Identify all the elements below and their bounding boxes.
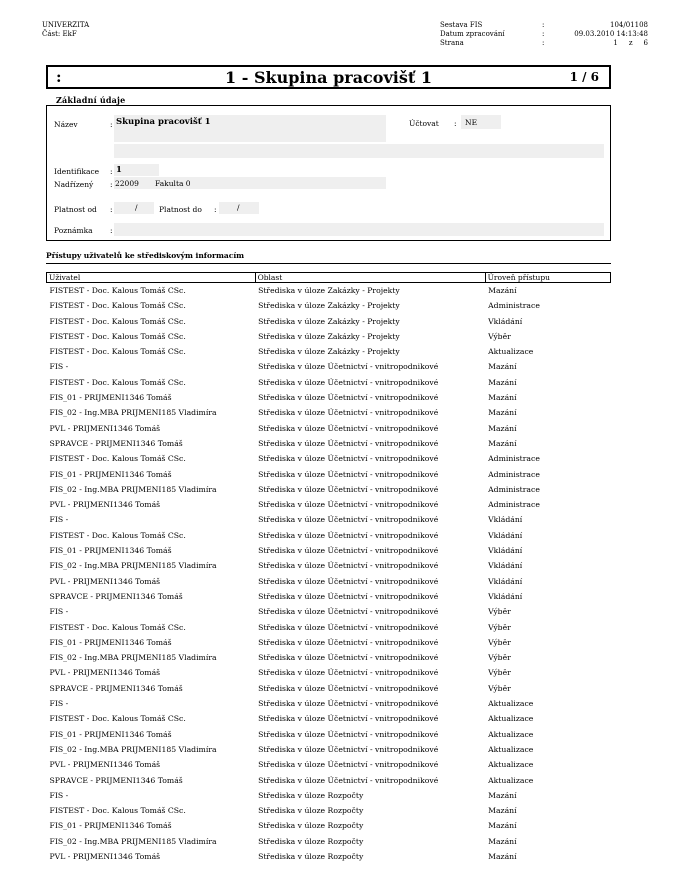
cell-area: Střediska v úloze Rozpočty (258, 806, 364, 816)
table-row (47, 681, 611, 696)
section-divider (46, 263, 611, 264)
cell-user: SPRAVCE - PRIJMENI1346 Tomáš (49, 775, 183, 785)
table-row (47, 757, 611, 772)
table-row (47, 314, 611, 329)
organization-part: Část: EkF (42, 30, 77, 38)
cell-user: FISTEST - Doc. Kalous Tomáš CSc. (49, 806, 186, 816)
table-row (47, 497, 611, 512)
cell-user: FISTEST - Doc. Kalous Tomáš CSc. (49, 530, 186, 540)
column-header-user: Uživatel (47, 273, 256, 283)
cell-access-level: Výběr (488, 668, 511, 678)
table-row (47, 482, 611, 497)
cell-access-level: Mazání (488, 423, 517, 433)
cell-user: PVL - PRIJMENI1346 Tomáš (49, 500, 161, 510)
note-label: Poznámka (54, 226, 93, 235)
superior-code: 22009 (115, 179, 139, 188)
table-row (47, 788, 611, 803)
cell-user: FIS_01 - PRIJMENI1346 Tomáš (49, 729, 172, 739)
table-row (47, 329, 611, 344)
cell-access-level: Mazání (488, 836, 517, 846)
identification-value: 1 (116, 165, 122, 175)
cell-user: SPRAVCE - PRIJMENI1346 Tomáš (49, 683, 183, 693)
table-row (47, 834, 611, 849)
cell-user: PVL - PRIJMENI1346 Tomáš (49, 423, 161, 433)
cell-area: Střediska v úloze Účetnictví - vnitropodnikové (258, 607, 439, 617)
cell-area: Střediska v úloze Zakázky - Projekty (258, 301, 400, 311)
cell-area: Střediska v úloze Účetnictví - vnitropodnikové (258, 484, 439, 494)
account-colon: : (454, 119, 457, 128)
table-row (47, 528, 611, 543)
table-row (47, 742, 611, 757)
superior-label: Nadřízený (54, 180, 94, 189)
cell-access-level: Výběr (488, 607, 511, 617)
name-field-extra (114, 144, 604, 158)
table-row (47, 727, 611, 742)
cell-access-level: Administrace (488, 454, 540, 464)
cell-user: SPRAVCE - PRIJMENI1346 Tomáš (49, 438, 183, 448)
cell-access-level: Administrace (488, 469, 540, 479)
cell-user: FISTEST - Doc. Kalous Tomáš CSc. (49, 622, 186, 632)
table-row (47, 711, 611, 726)
processing-date-value: 09.03.2010 14:13:48 (574, 30, 648, 38)
cell-user: FIS_01 - PRIJMENI1346 Tomáš (49, 637, 172, 647)
cell-user: FIS_02 - Ing.MBA PRIJMENI185 Vladimíra (49, 408, 217, 418)
cell-user: FISTEST - Doc. Kalous Tomáš CSc. (49, 714, 186, 724)
cell-access-level: Administrace (488, 484, 540, 494)
table-row (47, 803, 611, 818)
cell-user: FISTEST - Doc. Kalous Tomáš CSc. (49, 286, 186, 295)
cell-user: FISTEST - Doc. Kalous Tomáš CSc. (49, 331, 186, 341)
cell-area: Střediska v úloze Účetnictví - vnitropodnikové (258, 546, 439, 556)
note-field (114, 223, 604, 236)
column-header-access-level: Úroveň přístupu (485, 273, 610, 283)
report-header-left (42, 21, 89, 39)
cell-area: Střediska v úloze Účetnictví - vnitropodnikové (258, 454, 439, 464)
cell-area: Střediska v úloze Účetnictví - vnitropodnikové (258, 744, 439, 754)
cell-access-level: Aktualizace (488, 714, 534, 724)
page-row (440, 39, 648, 48)
report-header-right (440, 21, 648, 48)
account-value: NE (465, 118, 478, 127)
cell-access-level: Aktualizace (488, 775, 534, 785)
cell-area: Střediska v úloze Účetnictví - vnitropodnikové (258, 377, 439, 387)
cell-user: FIS_01 - PRIJMENI1346 Tomáš (49, 821, 172, 831)
identification-colon: : (110, 167, 113, 176)
cell-area: Střediska v úloze Účetnictví - vnitropodnikové (258, 362, 439, 372)
basic-info-title: Základní údaje (56, 95, 126, 105)
cell-user: FIS - (49, 515, 69, 525)
cell-access-level: Výběr (488, 622, 511, 632)
cell-access-level: Mazání (488, 438, 517, 448)
identification-label: Identifikace (54, 167, 100, 176)
cell-access-level: Mazání (488, 821, 517, 831)
title-lead: : (56, 68, 62, 86)
table-row (47, 818, 611, 833)
table-row (47, 421, 611, 436)
table-row (47, 773, 611, 788)
cell-user: FIS_02 - Ing.MBA PRIJMENI185 Vladimíra (49, 836, 217, 846)
table-row (47, 665, 611, 680)
cell-area: Střediska v úloze Účetnictví - vnitropodnikové (258, 561, 439, 571)
cell-access-level: Administrace (488, 301, 540, 311)
cell-user: FIS - (49, 790, 69, 800)
cell-access-level: Vkládání (488, 515, 523, 525)
table-row (47, 375, 611, 390)
cell-access-level: Aktualizace (488, 760, 534, 770)
table-row (47, 390, 611, 405)
table-row (47, 283, 611, 299)
cell-user: FISTEST - Doc. Kalous Tomáš CSc. (49, 454, 186, 464)
table-row (47, 512, 611, 527)
cell-user: FIS_02 - Ing.MBA PRIJMENI185 Vladimíra (49, 744, 217, 754)
cell-user: FIS_01 - PRIJMENI1346 Tomáš (49, 546, 172, 556)
cell-user: FISTEST - Doc. Kalous Tomáš CSc. (49, 377, 186, 387)
page-separator: z (628, 39, 633, 47)
cell-user: PVL - PRIJMENI1346 Tomáš (49, 760, 161, 770)
cell-access-level: Aktualizace (488, 729, 534, 739)
cell-area: Střediska v úloze Účetnictví - vnitropodnikové (258, 515, 439, 525)
cell-area: Střediska v úloze Zakázky - Projekty (258, 331, 400, 341)
valid-to-label: Platnost do (159, 205, 202, 214)
report-id-row (440, 21, 648, 30)
processing-date-row (440, 30, 648, 39)
cell-area: Střediska v úloze Rozpočty (258, 836, 364, 846)
cell-access-level: Vkládání (488, 591, 523, 601)
table-row (47, 558, 611, 573)
table-row (47, 298, 611, 313)
cell-area: Střediska v úloze Účetnictví - vnitropodnikové (258, 699, 439, 709)
table-row (47, 696, 611, 711)
cell-area: Střediska v úloze Zakázky - Projekty (258, 347, 400, 357)
cell-area: Střediska v úloze Účetnictví - vnitropodnikové (258, 408, 439, 418)
name-colon: : (110, 120, 113, 129)
cell-access-level: Výběr (488, 653, 511, 663)
cell-access-level: Výběr (488, 683, 511, 693)
note-colon: : (110, 226, 113, 235)
cell-area: Střediska v úloze Účetnictví - vnitropodnikové (258, 637, 439, 647)
cell-area: Střediska v úloze Účetnictví - vnitropodnikové (258, 576, 439, 586)
valid-from-field (114, 202, 154, 214)
cell-access-level: Mazání (488, 362, 517, 372)
basic-info-box (46, 105, 611, 241)
table-row (47, 589, 611, 604)
cell-access-level: Aktualizace (488, 347, 534, 357)
cell-user: PVL - PRIJMENI1346 Tomáš (49, 576, 161, 586)
cell-area: Střediska v úloze Účetnictví - vnitropodnikové (258, 683, 439, 693)
cell-access-level: Výběr (488, 637, 511, 647)
name-label: Název (54, 120, 78, 129)
table-row (47, 543, 611, 558)
cell-area: Střediska v úloze Účetnictví - vnitropodnikové (258, 530, 439, 540)
cell-area: Střediska v úloze Rozpočty (258, 790, 364, 800)
cell-access-level: Aktualizace (488, 744, 534, 754)
cell-access-level: Mazání (488, 806, 517, 816)
access-table (46, 272, 611, 864)
table-row (47, 635, 611, 650)
cell-area: Střediska v úloze Účetnictví - vnitropodnikové (258, 775, 439, 785)
cell-area: Střediska v úloze Účetnictví - vnitropodnikové (258, 438, 439, 448)
report-id-colon: : (542, 21, 545, 29)
page-label: Strana (440, 39, 464, 47)
table-row (47, 574, 611, 589)
cell-access-level: Administrace (488, 500, 540, 510)
cell-user: FISTEST - Doc. Kalous Tomáš CSc. (49, 316, 186, 326)
table-row (47, 436, 611, 451)
cell-access-level: Vkládání (488, 576, 523, 586)
cell-access-level: Vkládání (488, 561, 523, 571)
cell-user: FIS - (49, 699, 69, 709)
cell-user: FISTEST - Doc. Kalous Tomáš CSc. (49, 301, 186, 311)
table-row (47, 405, 611, 420)
cell-access-level: Vkládání (488, 530, 523, 540)
cell-access-level: Mazání (488, 408, 517, 418)
report-id-label: Sestava FIS (440, 21, 483, 29)
cell-area: Střediska v úloze Zakázky - Projekty (258, 286, 400, 295)
cell-area: Střediska v úloze Účetnictví - vnitropodnikové (258, 622, 439, 632)
cell-access-level: Mazání (488, 851, 517, 861)
cell-user: SPRAVCE - PRIJMENI1346 Tomáš (49, 591, 183, 601)
organization-name: UNIVERZITA (42, 21, 90, 29)
cell-access-level: Vkládání (488, 546, 523, 556)
cell-area: Střediska v úloze Účetnictví - vnitropodnikové (258, 760, 439, 770)
cell-user: FIS_01 - PRIJMENI1346 Tomáš (49, 393, 172, 403)
superior-colon: : (110, 180, 113, 189)
cell-area: Střediska v úloze Účetnictví - vnitropodnikové (258, 500, 439, 510)
cell-access-level: Výběr (488, 331, 511, 341)
account-label: Účtovat (409, 119, 439, 128)
cell-access-level: Mazání (488, 377, 517, 387)
table-row (47, 359, 611, 374)
valid-to-colon: : (214, 205, 217, 214)
table-row (47, 849, 611, 864)
cell-access-level: Mazání (488, 286, 517, 295)
superior-name: Fakulta 0 (155, 179, 191, 188)
cell-access-level: Vkládání (488, 316, 523, 326)
cell-area: Střediska v úloze Účetnictví - vnitropodnikové (258, 591, 439, 601)
cell-user: FIS_02 - Ing.MBA PRIJMENI185 Vladimíra (49, 484, 217, 494)
cell-user: FIS - (49, 362, 69, 372)
cell-user: PVL - PRIJMENI1346 Tomáš (49, 851, 161, 861)
cell-area: Střediska v úloze Rozpočty (258, 821, 364, 831)
cell-area: Střediska v úloze Účetnictví - vnitropodnikové (258, 714, 439, 724)
access-table-header (47, 273, 611, 283)
name-value: Skupina pracovišť 1 (116, 117, 211, 127)
processing-date-colon: : (542, 30, 545, 38)
cell-user: FISTEST - Doc. Kalous Tomáš CSc. (49, 347, 186, 357)
page-colon: : (542, 39, 545, 47)
cell-area: Střediska v úloze Účetnictví - vnitropodnikové (258, 469, 439, 479)
cell-area: Střediska v úloze Účetnictví - vnitropodnikové (258, 668, 439, 678)
report-id-value: 104/01108 (610, 21, 648, 29)
record-page-indicator: 1 / 6 (569, 70, 599, 84)
page-total: 6 (643, 39, 648, 47)
cell-user: PVL - PRIJMENI1346 Tomáš (49, 668, 161, 678)
cell-access-level: Mazání (488, 790, 517, 800)
record-title-bar (46, 65, 611, 89)
cell-area: Střediska v úloze Rozpočty (258, 851, 364, 861)
record-title: 1 - Skupina pracovišť 1 (225, 67, 432, 87)
cell-area: Střediska v úloze Účetnictví - vnitropodnikové (258, 423, 439, 433)
access-section-title: Přístupy uživatelů ke střediskovým informacím (46, 251, 245, 260)
cell-user: FIS_01 - PRIJMENI1346 Tomáš (49, 469, 172, 479)
table-row (47, 467, 611, 482)
table-row (47, 620, 611, 635)
cell-area: Střediska v úloze Zakázky - Projekty (258, 316, 400, 326)
table-row (47, 604, 611, 619)
page-current: 1 (613, 39, 618, 47)
cell-area: Střediska v úloze Účetnictví - vnitropodnikové (258, 653, 439, 663)
valid-from-colon: : (110, 205, 113, 214)
page-value (568, 39, 648, 48)
cell-user: FIS - (49, 607, 69, 617)
valid-from-value: / (135, 203, 138, 212)
valid-from-label: Platnost od (54, 205, 97, 214)
cell-user: FIS_02 - Ing.MBA PRIJMENI185 Vladimíra (49, 561, 217, 571)
column-header-area: Oblast (255, 273, 485, 283)
table-row (47, 451, 611, 466)
cell-access-level: Aktualizace (488, 699, 534, 709)
cell-access-level: Mazání (488, 393, 517, 403)
processing-date-label: Datum zpracování (440, 30, 505, 38)
table-row (47, 650, 611, 665)
table-row (47, 344, 611, 359)
cell-user: FIS_02 - Ing.MBA PRIJMENI185 Vladimíra (49, 653, 217, 663)
cell-area: Střediska v úloze Účetnictví - vnitropodnikové (258, 729, 439, 739)
valid-to-value: / (237, 203, 240, 212)
cell-area: Střediska v úloze Účetnictví - vnitropodnikové (258, 393, 439, 403)
